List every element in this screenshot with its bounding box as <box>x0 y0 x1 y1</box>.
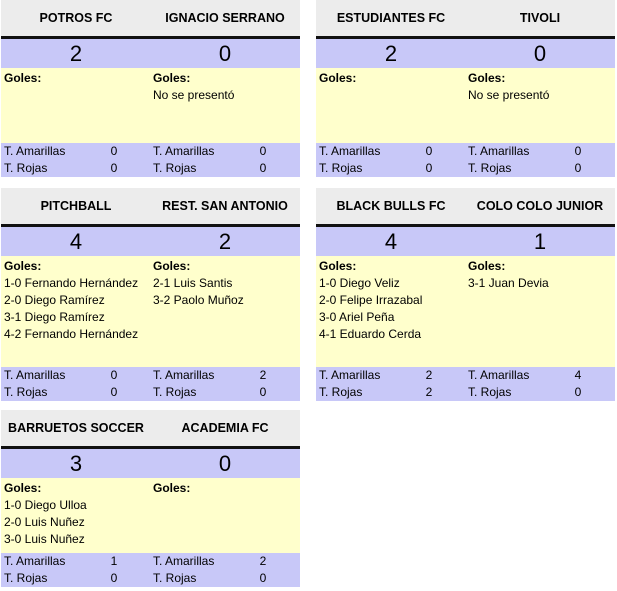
red-cards-count: 0 <box>259 571 267 585</box>
goals-label: Goles: <box>153 71 191 85</box>
home-yellow-row <box>4 367 150 384</box>
away-team-name: ACADEMIA FC <box>181 421 269 435</box>
goal-entry: 4-1 Eduardo Cerda <box>319 327 422 341</box>
yellow-cards-label: T. Amarillas <box>4 144 66 158</box>
away-goals <box>468 70 616 104</box>
away-score: 0 <box>218 41 232 66</box>
away-red-row <box>468 384 614 401</box>
home-score: 2 <box>384 41 398 66</box>
yellow-cards-count: 2 <box>425 368 433 382</box>
yellow-cards-count: 0 <box>110 144 118 158</box>
yellow-cards-label: T. Amarillas <box>4 368 66 382</box>
match-card <box>316 0 615 177</box>
score-row <box>1 39 300 68</box>
yellow-cards-label: T. Amarillas <box>153 144 215 158</box>
goal-entry: 2-1 Luis Santis <box>153 276 233 290</box>
goals-section <box>316 256 615 367</box>
red-cards-count: 2 <box>425 385 433 399</box>
score-row <box>1 227 300 256</box>
red-cards-count: 0 <box>259 385 267 399</box>
away-score: 2 <box>218 229 232 254</box>
red-cards-count: 0 <box>574 385 582 399</box>
goals-label: Goles: <box>468 259 506 273</box>
yellow-cards-label: T. Amarillas <box>468 144 530 158</box>
goal-entry: No se presentó <box>468 88 550 102</box>
score-row <box>1 449 300 478</box>
home-goals <box>319 258 467 343</box>
goal-entry: 3-2 Paolo Muñoz <box>153 293 244 307</box>
goal-entry: No se presentó <box>153 88 235 102</box>
home-goals <box>319 70 467 87</box>
yellow-cards-count: 0 <box>425 144 433 158</box>
red-cards-label: T. Rojas <box>153 571 197 585</box>
yellow-cards-label: T. Amarillas <box>4 554 66 568</box>
home-yellow-row <box>319 367 465 384</box>
goals-label: Goles: <box>319 71 357 85</box>
match-card <box>1 0 300 177</box>
red-cards-count: 0 <box>425 161 433 175</box>
yellow-cards-count: 1 <box>110 554 118 568</box>
away-team-name: REST. SAN ANTONIO <box>162 199 288 213</box>
away-goals <box>468 258 616 292</box>
away-yellow-row <box>153 367 299 384</box>
goal-entry: 3-0 Ariel Peña <box>319 310 395 324</box>
goals-label: Goles: <box>4 259 42 273</box>
home-yellow-row <box>4 143 150 160</box>
home-score: 4 <box>384 229 398 254</box>
red-cards-count: 0 <box>110 161 118 175</box>
teams-header <box>1 410 300 449</box>
cards-section <box>316 143 615 177</box>
goal-entry: 2-0 Luis Nuñez <box>4 515 85 529</box>
yellow-cards-label: T. Amarillas <box>468 368 530 382</box>
home-score: 2 <box>69 41 83 66</box>
away-red-row <box>468 160 614 177</box>
home-red-row <box>319 384 465 401</box>
score-row <box>316 39 615 68</box>
home-goals <box>4 258 152 343</box>
away-yellow-row <box>468 367 614 384</box>
goal-entry: 1-0 Diego Veliz <box>319 276 400 290</box>
home-team-name: BLACK BULLS FC <box>336 199 446 213</box>
home-red-row <box>4 570 150 587</box>
red-cards-count: 0 <box>259 161 267 175</box>
goals-label: Goles: <box>468 71 506 85</box>
goal-entry: 4-2 Fernando Hernández <box>4 327 139 341</box>
goal-entry: 3-0 Luis Nuñez <box>4 532 85 546</box>
away-score: 0 <box>218 451 232 476</box>
away-team-name: TIVOLI <box>519 11 561 25</box>
home-score: 4 <box>69 229 83 254</box>
goal-entry: 3-1 Juan Devia <box>468 276 549 290</box>
away-yellow-row <box>153 553 299 570</box>
yellow-cards-count: 0 <box>110 368 118 382</box>
home-red-row <box>4 384 150 401</box>
red-cards-label: T. Rojas <box>468 161 512 175</box>
teams-header <box>316 0 615 39</box>
away-red-row <box>153 384 299 401</box>
red-cards-count: 0 <box>574 161 582 175</box>
score-row <box>316 227 615 256</box>
cards-section <box>1 367 300 401</box>
teams-header <box>1 188 300 227</box>
yellow-cards-count: 0 <box>574 144 582 158</box>
home-score: 3 <box>69 451 83 476</box>
goals-section <box>316 68 615 143</box>
red-cards-label: T. Rojas <box>319 161 363 175</box>
goals-label: Goles: <box>153 481 191 495</box>
away-team-name: IGNACIO SERRANO <box>165 11 285 25</box>
red-cards-label: T. Rojas <box>468 385 512 399</box>
home-team-name: ESTUDIANTES FC <box>336 11 446 25</box>
home-team-name: POTROS FC <box>39 11 113 25</box>
away-yellow-row <box>468 143 614 160</box>
goal-entry: 2-0 Diego Ramírez <box>4 293 105 307</box>
goals-section <box>1 68 300 143</box>
away-yellow-row <box>153 143 299 160</box>
home-yellow-row <box>4 553 150 570</box>
red-cards-label: T. Rojas <box>4 161 48 175</box>
red-cards-label: T. Rojas <box>319 385 363 399</box>
red-cards-count: 0 <box>110 385 118 399</box>
cards-section <box>1 143 300 177</box>
yellow-cards-label: T. Amarillas <box>153 554 215 568</box>
teams-header <box>316 188 615 227</box>
away-goals <box>153 480 301 497</box>
home-team-name: PITCHBALL <box>40 199 112 213</box>
away-red-row <box>153 570 299 587</box>
goals-section <box>1 478 300 553</box>
home-red-row <box>319 160 465 177</box>
home-yellow-row <box>319 143 465 160</box>
red-cards-count: 0 <box>110 571 118 585</box>
yellow-cards-count: 0 <box>259 144 267 158</box>
goals-section <box>1 256 300 367</box>
goal-entry: 3-1 Diego Ramírez <box>4 310 105 324</box>
away-team-name: COLO COLO JUNIOR <box>476 199 604 213</box>
yellow-cards-label: T. Amarillas <box>153 368 215 382</box>
yellow-cards-count: 4 <box>574 368 582 382</box>
yellow-cards-label: T. Amarillas <box>319 368 381 382</box>
teams-header <box>1 0 300 39</box>
home-goals <box>4 70 152 87</box>
away-score: 0 <box>533 41 547 66</box>
away-goals <box>153 258 301 309</box>
cards-section <box>1 553 300 587</box>
match-card <box>1 410 300 587</box>
yellow-cards-label: T. Amarillas <box>319 144 381 158</box>
home-red-row <box>4 160 150 177</box>
away-red-row <box>153 160 299 177</box>
goal-entry: 1-0 Fernando Hernández <box>4 276 139 290</box>
away-goals <box>153 70 301 104</box>
goal-entry: 1-0 Diego Ulloa <box>4 498 87 512</box>
goal-entry: 2-0 Felipe Irrazabal <box>319 293 423 307</box>
match-card <box>316 188 615 401</box>
match-card <box>1 188 300 401</box>
goals-label: Goles: <box>4 481 42 495</box>
red-cards-label: T. Rojas <box>4 571 48 585</box>
cards-section <box>316 367 615 401</box>
red-cards-label: T. Rojas <box>153 385 197 399</box>
goals-label: Goles: <box>153 259 191 273</box>
goals-label: Goles: <box>319 259 357 273</box>
yellow-cards-count: 2 <box>259 554 267 568</box>
away-score: 1 <box>533 229 547 254</box>
home-team-name: BARRUETOS SOCCER <box>8 421 144 435</box>
red-cards-label: T. Rojas <box>153 161 197 175</box>
yellow-cards-count: 2 <box>259 368 267 382</box>
home-goals <box>4 480 152 548</box>
red-cards-label: T. Rojas <box>4 385 48 399</box>
goals-label: Goles: <box>4 71 42 85</box>
